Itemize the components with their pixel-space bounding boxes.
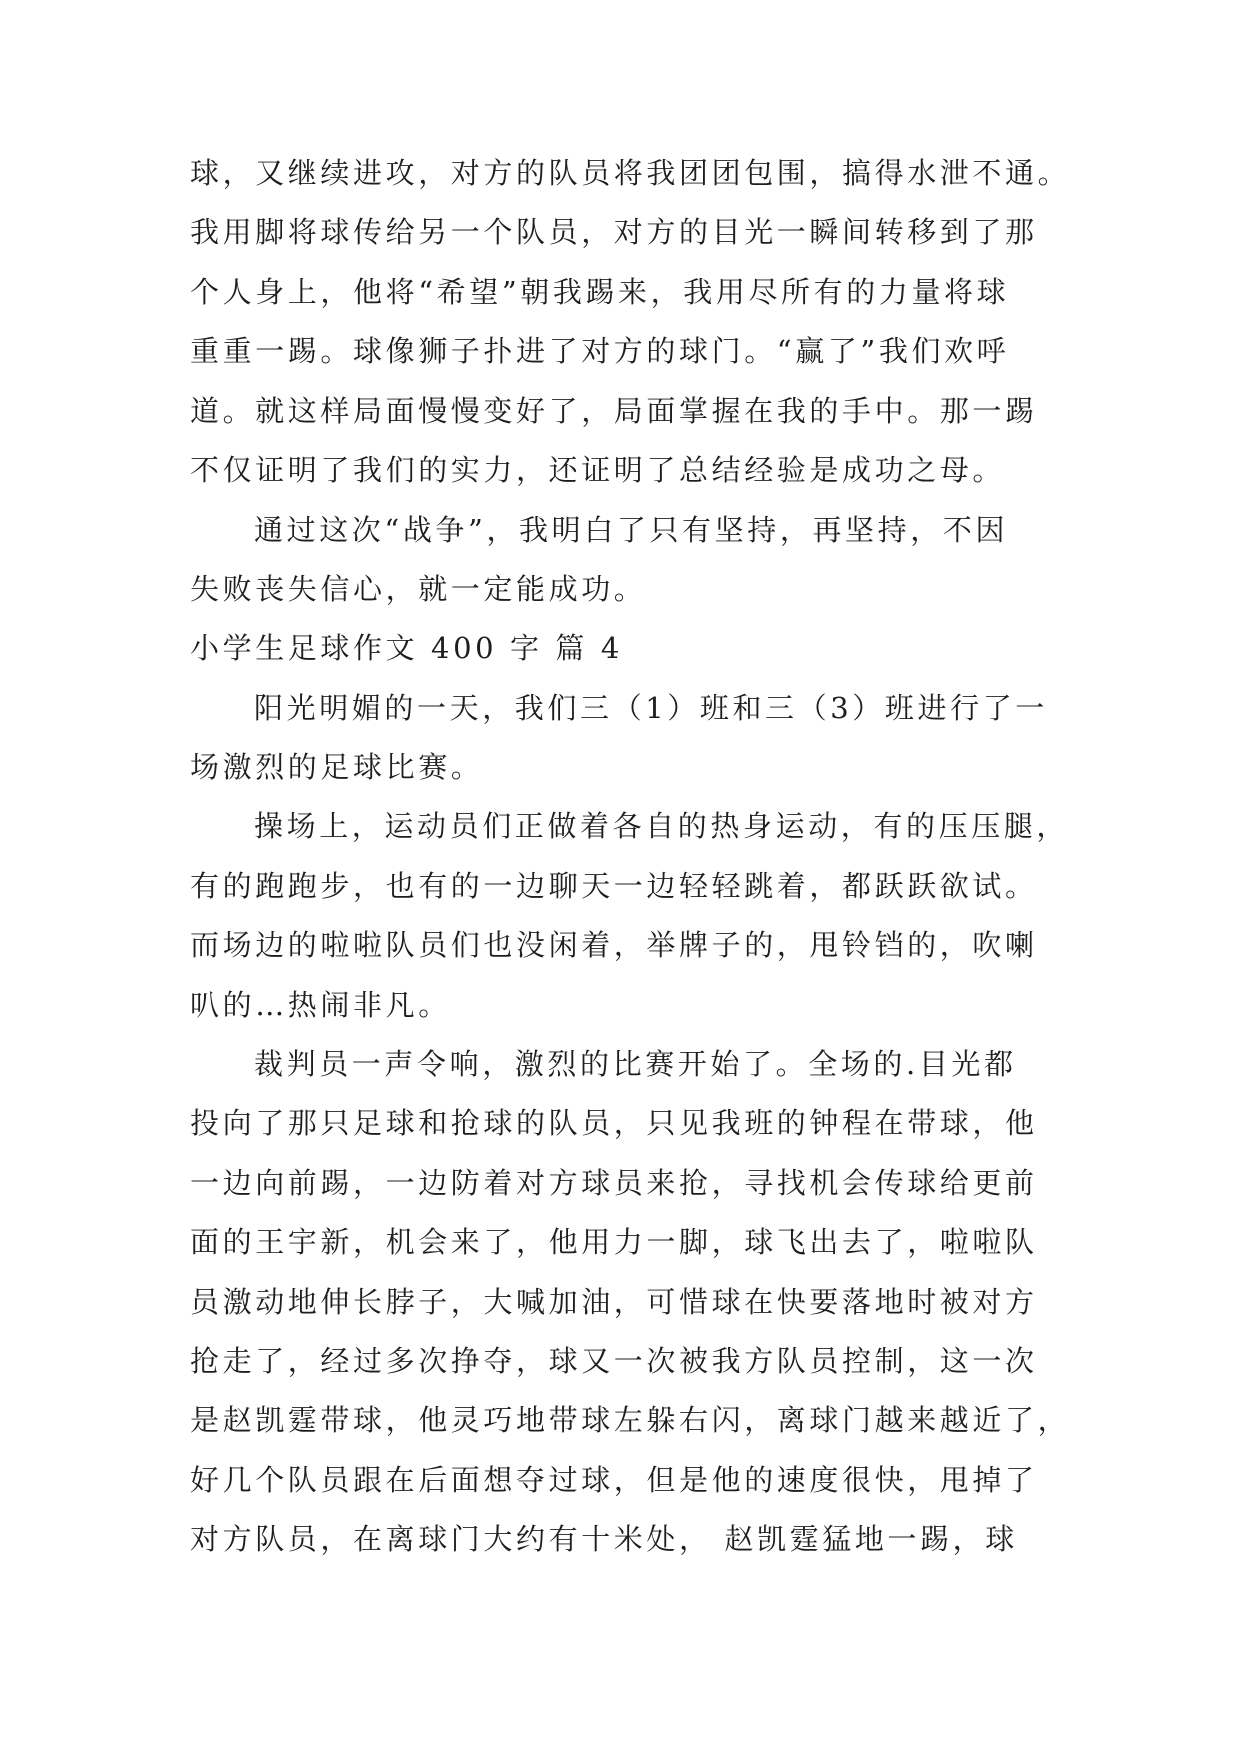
text-line-8: 失败丧失信心，就一定能成功。 (190, 572, 647, 606)
text-line-17: 投向了那只足球和抢球的队员，只见我班的钟程在带球，他 (190, 1106, 1038, 1140)
paragraph-first-line: 阳光明媚的一天，我们三（1）班和三（3）班进行了一 (254, 691, 1048, 725)
text-line-11: 场激烈的足球比赛。 (190, 750, 484, 784)
text-line-23: 好几个队员跟在后面想夺过球，但是他的速度很快，甩掉了 (190, 1463, 1038, 1497)
paragraph-first-line: 操场上，运动员们正做着各自的热身运动，有的压压腿， (254, 809, 1070, 843)
text-line-6: 不仅证明了我们的实力，还证明了总结经验是成功之母。 (190, 453, 1006, 487)
text-line-18: 一边向前踢，一边防着对方球员来抢，寻找机会传球给更前 (190, 1166, 1038, 1200)
text-line-2: 我用脚将球传给另一个队员，对方的目光一瞬间转移到了那 (190, 215, 1038, 249)
paragraph-first-line: 裁判员一声令响，激烈的比赛开始了。全场的.目光都 (254, 1047, 1017, 1081)
text-line-3: 个人身上，他将“希望”朝我踢来，我用尽所有的力量将球 (190, 275, 1010, 309)
text-line-4: 重重一踢。球像狮子扑进了对方的球门。“赢了”我们欢呼 (190, 334, 1010, 368)
text-line-21: 抢走了，经过多次挣夺，球又一次被我方队员控制，这一次 (190, 1344, 1038, 1378)
text-line-5: 道。就这样局面慢慢变好了，局面掌握在我的手中。那一踢 (190, 394, 1038, 428)
text-line-13: 有的跑跑步，也有的一边聊天一边轻轻跳着，都跃跃欲试。 (190, 869, 1038, 903)
text-line-24: 对方队员，在离球门大约有十米处， 赵凯霆猛地一踢，球 (190, 1522, 1018, 1556)
text-line-22: 是赵凯霆带球，他灵巧地带球左躲右闪，离球门越来越近了， (190, 1403, 1071, 1437)
text-line-19: 面的王宇新，机会来了，他用力一脚，球飞出去了，啦啦队 (190, 1225, 1038, 1259)
section-heading: 小学生足球作文 400 字 篇 4 (190, 631, 623, 665)
text-line-14: 而场边的啦啦队员们也没闲着，举牌子的，甩铃铛的，吹喇 (190, 928, 1038, 962)
text-line-1: 球，又继续进攻，对方的队员将我团团包围，搞得水泄不通。 (190, 156, 1071, 190)
text-line-20: 员激动地伸长脖子，大喊加油，可惜球在快要落地时被对方 (190, 1285, 1038, 1319)
text-line-15: 叭的…热闹非凡。 (190, 988, 451, 1022)
paragraph-first-line: 通过这次“战争”，我明白了只有坚持，再坚持，不因 (254, 513, 1009, 547)
